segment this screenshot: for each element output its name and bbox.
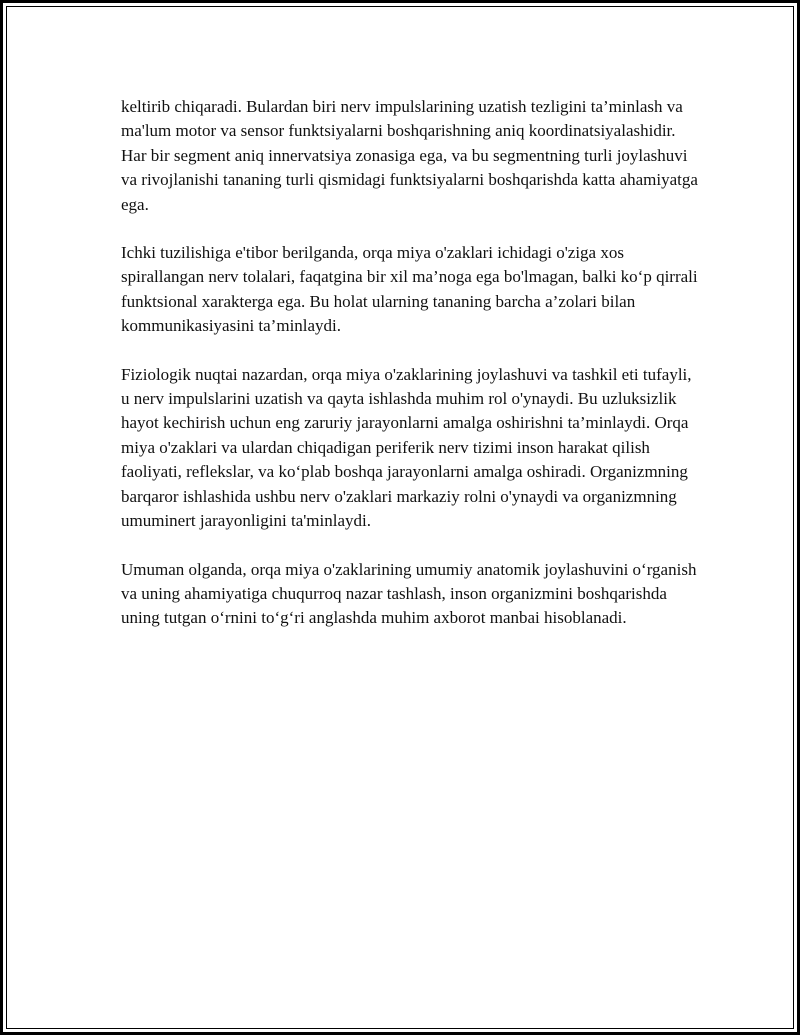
paragraph-2: Ichki tuzilishiga e'tibor berilganda, orqa miya o'zaklari ichidagi o'ziga xos spirallangan nerv tolalari, faqatgina bir xil ma’noga ega bo'lmagan, balki ko‘p qirrali funktsional xarakterga ega. Bu holat ularning tananing barcha a’zolari bilan kommunikasiyasini ta’minlaydi. (121, 243, 698, 336)
paragraph-3: Fiziologik nuqtai nazardan, orqa miya o'zaklarining joylashuvi va tashkil eti tufayli, u nerv impulslarini uzatish va qayta ishlashda muhim rol o'ynaydi. Bu uzluksizlik hayot kechirish uchun eng zaruriy jarayonlarni amalga oshirishni ta’minlaydi. Orqa miya o'zaklari va ulardan chiqadigan periferik nerv tizimi inson harakat qilish faoliyati, reflekslar, va ko‘plab boshqa jarayonlarni amalga oshiradi. Organizmning barqaror ishlashida ushbu nerv o'zaklari markaziy rolni o'ynaydi va organizmning umuminert jarayonligini ta'minlaydi. (121, 364, 692, 531)
paragraph-4: Umuman olganda, orqa miya o'zaklarining umumiy anatomik joylashuvini o‘rganish va uning ahamiyatiga chuqurroq nazar tashlash, inson organizmini boshqarishda uning tutgan o‘rnini to‘g‘ri anglashda muhim axborot manbai hisoblanadi. (121, 559, 697, 628)
document-body (121, 95, 701, 655)
paragraph-1: keltirib chiqaradi. Bulardan biri nerv impulslarining uzatish tezligini ta’minlash va ma'lum motor va sensor funktsiyalarni boshqarishning aniq koordinatsiyalashidir. Har bir segment aniq innervatsiya zonasiga ega, va bu segmentning turli joylashuvi va rivojlanishi tananing turli qismidagi funktsiyalarni boshqarishda katta ahamiyatga ega. (121, 97, 698, 214)
